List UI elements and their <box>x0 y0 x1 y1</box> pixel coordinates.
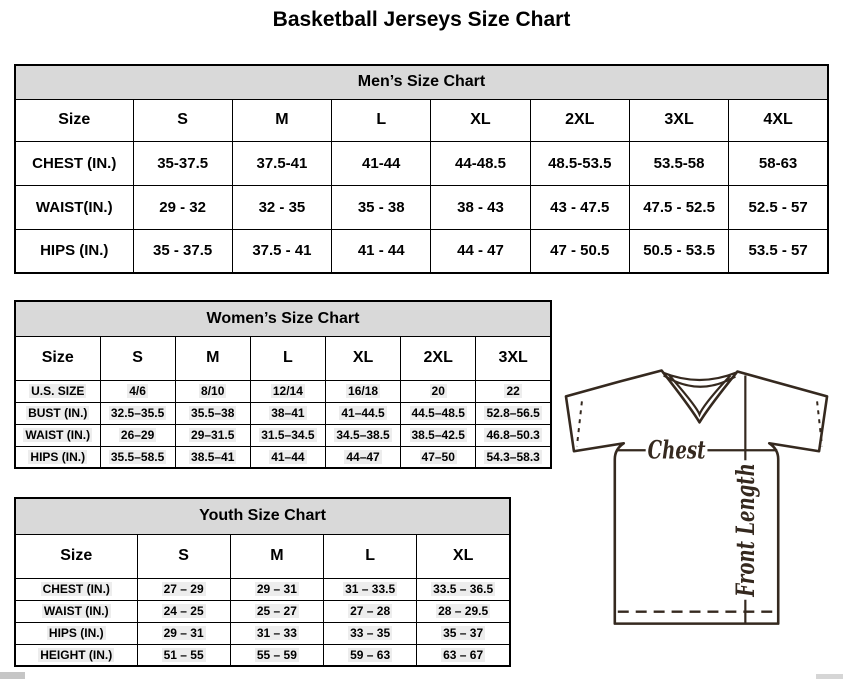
row-label: CHEST (IN.) <box>15 141 133 185</box>
table-row <box>15 229 828 273</box>
row-label: BUST (IN.) <box>15 402 100 424</box>
table-cell: 26–29 <box>100 424 175 446</box>
table-cell: 31 – 33 <box>230 622 323 644</box>
column-header: 2XL <box>530 99 629 141</box>
table-cell: 16/18 <box>325 380 400 402</box>
table-cell: 41-44 <box>332 141 431 185</box>
table-cell: 22 <box>476 380 551 402</box>
table-row <box>15 644 510 666</box>
scrollbar-corner <box>816 674 843 679</box>
table-cell: 35.5–58.5 <box>100 446 175 468</box>
horizontal-scrollbar-thumb[interactable] <box>0 672 25 679</box>
table-cell: 37.5-41 <box>232 141 331 185</box>
table-cell: 59 – 63 <box>324 644 417 666</box>
table-cell: 31.5–34.5 <box>250 424 325 446</box>
column-header: XL <box>431 99 530 141</box>
table-cell: 55 – 59 <box>230 644 323 666</box>
column-header: M <box>175 336 250 380</box>
table-row <box>15 185 828 229</box>
row-label: WAIST (IN.) <box>15 600 137 622</box>
table-cell: 48.5-53.5 <box>530 141 629 185</box>
column-header: S <box>133 99 232 141</box>
column-header: M <box>230 534 323 578</box>
table-cell: 47.5 - 52.5 <box>629 185 728 229</box>
table-title-row <box>15 65 828 99</box>
size-column-header: Size <box>15 336 100 380</box>
table-cell: 37.5 - 41 <box>232 229 331 273</box>
table-cell: 35 - 37.5 <box>133 229 232 273</box>
table-cell: 20 <box>401 380 476 402</box>
table-cell: 32.5–35.5 <box>100 402 175 424</box>
jersey-measurement-diagram <box>556 362 843 674</box>
column-header: 4XL <box>729 99 828 141</box>
table-cell: 46.8–50.3 <box>476 424 551 446</box>
table-cell: 44 - 47 <box>431 229 530 273</box>
table-cell: 43 - 47.5 <box>530 185 629 229</box>
table-header-row <box>15 336 551 380</box>
table-cell: 33.5 – 36.5 <box>417 578 510 600</box>
row-label: HIPS (IN.) <box>15 622 137 644</box>
table-cell: 12/14 <box>250 380 325 402</box>
column-header: S <box>100 336 175 380</box>
page-title: Basketball Jerseys Size Chart <box>272 8 571 31</box>
table-title-row <box>15 301 551 336</box>
table-cell: 41 - 44 <box>332 229 431 273</box>
size-column-header: Size <box>15 534 137 578</box>
table-cell: 52.5 - 57 <box>729 185 828 229</box>
table-cell: 35 - 38 <box>332 185 431 229</box>
table-title: Men’s Size Chart <box>15 65 828 99</box>
table-cell: 52.8–56.5 <box>476 402 551 424</box>
front-length-label: Front Length <box>730 412 760 597</box>
chest-label: Chest <box>647 435 706 465</box>
table-row <box>15 446 551 468</box>
table-cell: 24 – 25 <box>137 600 230 622</box>
table-cell: 38.5–41 <box>175 446 250 468</box>
row-label: WAIST(IN.) <box>15 185 133 229</box>
table-cell: 29 – 31 <box>137 622 230 644</box>
size-column-header: Size <box>15 99 133 141</box>
table-header-row <box>15 534 510 578</box>
row-label: CHEST (IN.) <box>15 578 137 600</box>
table-cell: 38 - 43 <box>431 185 530 229</box>
table-cell: 41–44 <box>250 446 325 468</box>
table-cell: 35-37.5 <box>133 141 232 185</box>
table-cell: 58-63 <box>729 141 828 185</box>
table-cell: 53.5 - 57 <box>729 229 828 273</box>
table-cell: 29–31.5 <box>175 424 250 446</box>
womens-size-table <box>14 300 552 469</box>
row-label: HEIGHT (IN.) <box>15 644 137 666</box>
row-label: WAIST (IN.) <box>15 424 100 446</box>
column-header: S <box>137 534 230 578</box>
column-header: M <box>232 99 331 141</box>
table-row <box>15 600 510 622</box>
table-title: Youth Size Chart <box>15 498 510 534</box>
table-cell: 29 – 31 <box>230 578 323 600</box>
column-header: XL <box>417 534 510 578</box>
table-cell: 50.5 - 53.5 <box>629 229 728 273</box>
table-row <box>15 578 510 600</box>
row-label: HIPS (IN.) <box>15 229 133 273</box>
table-cell: 44-48.5 <box>431 141 530 185</box>
mens-size-table <box>14 64 829 274</box>
table-row <box>15 402 551 424</box>
column-header: 2XL <box>401 336 476 380</box>
table-cell: 44.5–48.5 <box>401 402 476 424</box>
table-cell: 44–47 <box>325 446 400 468</box>
table-row <box>15 622 510 644</box>
table-cell: 31 – 33.5 <box>324 578 417 600</box>
column-header: L <box>250 336 325 380</box>
table-cell: 38–41 <box>250 402 325 424</box>
table-cell: 34.5–38.5 <box>325 424 400 446</box>
table-cell: 29 - 32 <box>133 185 232 229</box>
column-header: XL <box>325 336 400 380</box>
column-header: L <box>324 534 417 578</box>
table-cell: 8/10 <box>175 380 250 402</box>
table-cell: 25 – 27 <box>230 600 323 622</box>
table-cell: 32 - 35 <box>232 185 331 229</box>
column-header: L <box>332 99 431 141</box>
jersey-diagram-svg <box>556 362 843 674</box>
table-cell: 47–50 <box>401 446 476 468</box>
table-cell: 4/6 <box>100 380 175 402</box>
table-title: Women’s Size Chart <box>15 301 551 336</box>
table-cell: 35.5–38 <box>175 402 250 424</box>
table-cell: 41–44.5 <box>325 402 400 424</box>
table-cell: 28 – 29.5 <box>417 600 510 622</box>
column-header: 3XL <box>629 99 728 141</box>
row-label: U.S. SIZE <box>15 380 100 402</box>
table-cell: 54.3–58.3 <box>476 446 551 468</box>
table-cell: 51 – 55 <box>137 644 230 666</box>
row-label: HIPS (IN.) <box>15 446 100 468</box>
table-cell: 35 – 37 <box>417 622 510 644</box>
table-cell: 53.5-58 <box>629 141 728 185</box>
table-row <box>15 141 828 185</box>
table-cell: 47 - 50.5 <box>530 229 629 273</box>
table-row <box>15 424 551 446</box>
column-header: 3XL <box>476 336 551 380</box>
table-cell: 33 – 35 <box>324 622 417 644</box>
table-cell: 38.5–42.5 <box>401 424 476 446</box>
table-row <box>15 380 551 402</box>
table-cell: 27 – 29 <box>137 578 230 600</box>
youth-size-table <box>14 497 511 667</box>
table-cell: 27 – 28 <box>324 600 417 622</box>
table-title-row <box>15 498 510 534</box>
table-header-row <box>15 99 828 141</box>
table-cell: 63 – 67 <box>417 644 510 666</box>
